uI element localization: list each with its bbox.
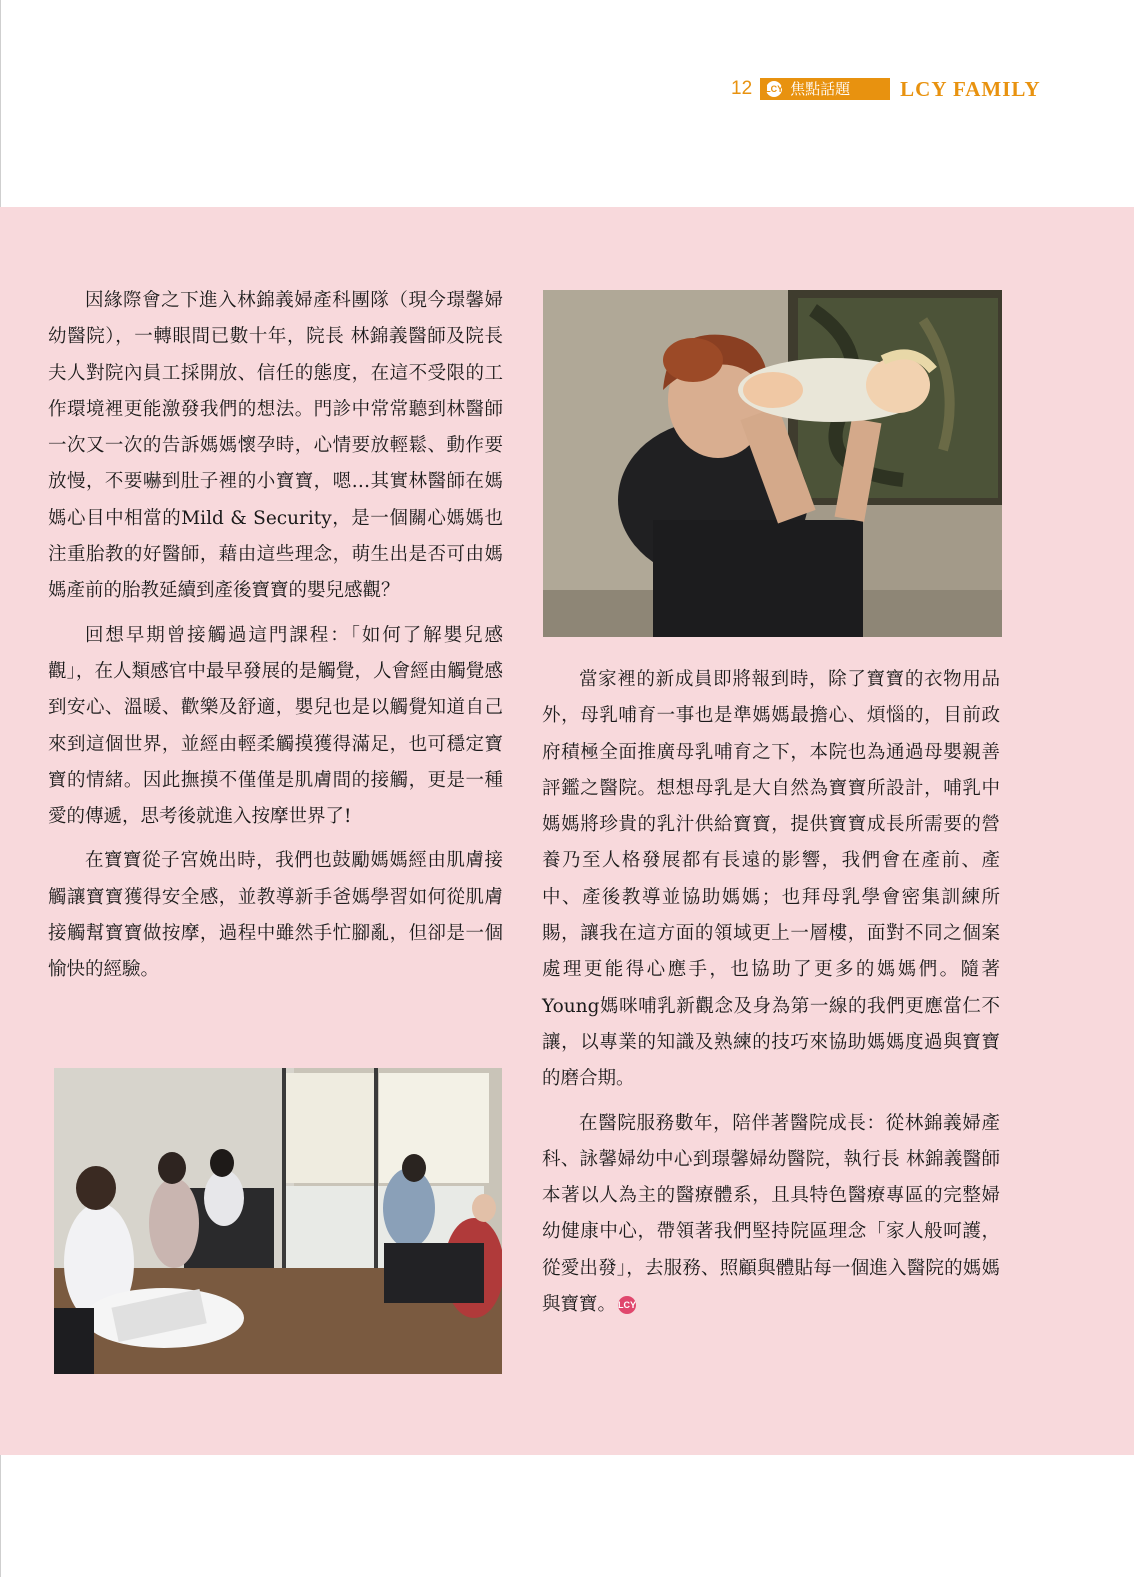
lcy-logo-icon: LCY bbox=[766, 81, 782, 97]
brand-title: LCY FAMILY bbox=[900, 77, 1041, 101]
section-tab bbox=[760, 78, 890, 100]
article-right-column bbox=[542, 662, 1000, 1331]
paragraph-text: 在醫院服務數年，陪伴著醫院成長：從林錦義婦產科、詠馨婦幼中心到璟馨婦幼醫院，執行長 林錦義醫師本著以人為主的醫療體系，且具特色醫療專區的完整婦幼健康中心，帶領著我們堅持院區理念「家人般呵護，從愛出發」，去服務、照顧與體貼每一個進入醫院的媽媽與寶寶。 bbox=[542, 1112, 1000, 1316]
page-header bbox=[731, 78, 1041, 100]
lcy-end-mark-icon: LCY bbox=[618, 1296, 636, 1314]
page-number: 12 bbox=[731, 78, 753, 99]
paragraph: 在寶寶從子宮娩出時，我們也鼓勵媽媽經由肌膚接觸讓寶寶獲得安全感，並教導新手爸媽學習如何從肌膚接觸幫寶寶做按摩，過程中雖然手忙腳亂，但卻是一個愉快的經驗。 bbox=[48, 850, 503, 981]
paragraph: 因緣際會之下進入林錦義婦產科團隊（現今璟馨婦幼醫院），一轉眼間已數十年，院長 林錦義醫師及院長夫人對院內員工採開放、信任的態度，在這不受限的工作環境裡更能激發我們的想法。門診中常常聽到林醫師一次又一次的告訴媽媽懷孕時，心情要放輕鬆、動作要放慢，不要嚇到肚子裡的小寶寶，嗯…其實林醫師在媽媽心目中相當的Mild & Security，是一個關心媽媽也注重胎教的好醫師，藉由這些理念，萌生出是否可由媽媽產前的胎教延續到產後寶寶的嬰兒感觀？ bbox=[48, 290, 503, 602]
article-left-column bbox=[48, 283, 503, 997]
photo-parenting-class bbox=[54, 1068, 502, 1374]
section-title: 焦點話題 bbox=[790, 80, 851, 98]
paragraph bbox=[542, 1106, 1000, 1324]
paragraph: 回想早期曾接觸過這門課程：「如何了解嬰兒感觀」，在人類感官中最早發展的是觸覺，人會經由觸覺感到安心、溫暖、歡樂及舒適，嬰兒也是以觸覺知道自己來到這個世界，並經由輕柔觸摸獲得滿足，也可穩定寶寶的情緒。因此撫摸不僅僅是肌膚間的接觸，更是一種愛的傳遞，思考後就進入按摩世界了! bbox=[48, 624, 503, 828]
photo-instructor-demonstration bbox=[543, 290, 1002, 637]
paragraph: 當家裡的新成員即將報到時，除了寶寶的衣物用品外，母乳哺育一事也是準媽媽最擔心、煩惱的，目前政府積極全面推廣母乳哺育之下，本院也為通過母嬰親善評鑑之醫院。想想母乳是大自然為寶寶所設計，哺乳中媽媽將珍貴的乳汁供給寶寶，提供寶寶成長所需要的營養乃至人格發展都有長遠的影響，我們會在產前、產中、產後教導並協助媽媽；也拜母乳學會密集訓練所賜，讓我在這方面的領域更上一層樓，面對不同之個案處理更能得心應手，也協助了更多的媽媽們。隨著Young媽咪哺乳新觀念及身為第一線的我們更應當仁不讓，以專業的知識及熟練的技巧來協助媽媽度過與寶寶的磨合期。 bbox=[542, 669, 1000, 1090]
